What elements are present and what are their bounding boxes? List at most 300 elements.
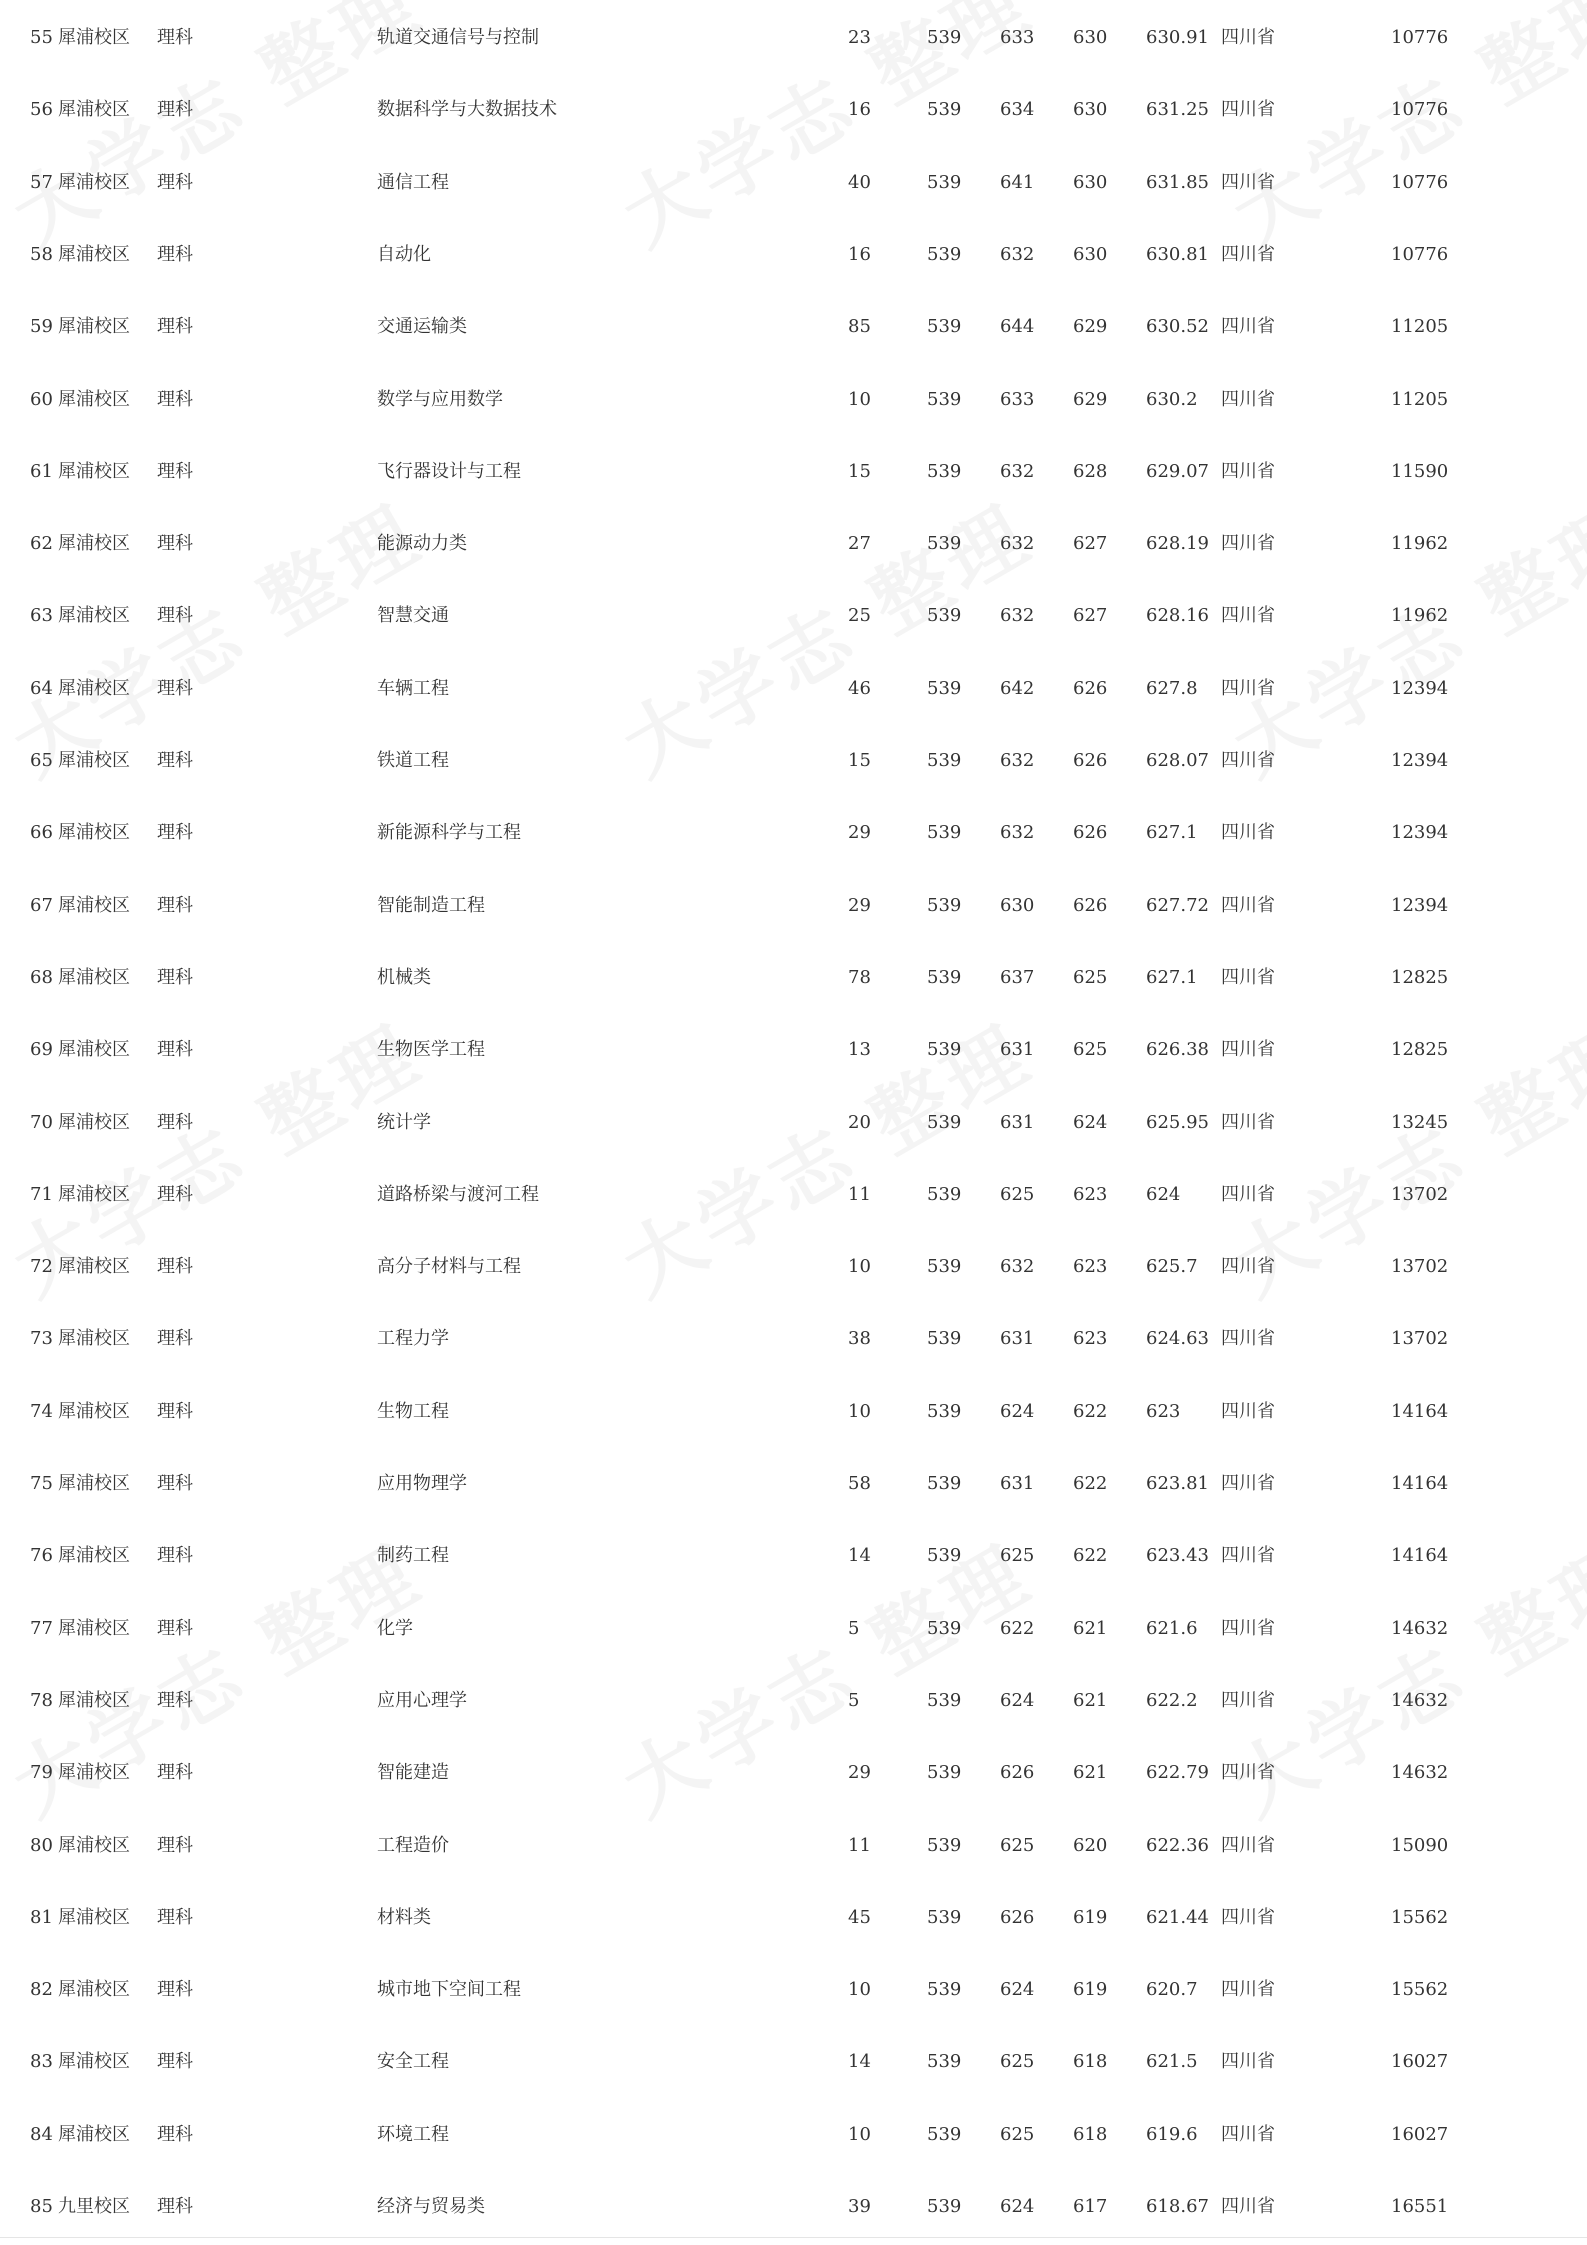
subject-type-cell: 理科 <box>157 1906 193 1928</box>
control-line-cell: 539 <box>927 750 962 771</box>
min-rank-cell: 12394 <box>1391 677 1449 699</box>
subject-type-cell: 理科 <box>157 605 193 627</box>
min-score-cell: 625 <box>1073 966 1108 988</box>
plan-count-cell: 11 <box>848 1834 871 1856</box>
min-score-cell: 623 <box>1073 1256 1108 1278</box>
plan-count-cell: 58 <box>848 1473 871 1494</box>
avg-score-cell: 626.38 <box>1146 1039 1209 1061</box>
min-score-cell: 627 <box>1073 605 1108 627</box>
campus-cell: 犀浦校区 <box>58 822 130 844</box>
row-index: 75 <box>30 1473 53 1494</box>
min-score-cell: 622 <box>1073 1400 1108 1422</box>
max-score-cell: 634 <box>1000 99 1035 121</box>
max-score-cell: 641 <box>1000 171 1035 193</box>
table-row <box>0 364 1587 436</box>
major-name-cell: 城市地下空间工程 <box>377 1979 521 2001</box>
control-line-cell: 539 <box>927 99 962 121</box>
max-score-cell: 632 <box>1000 605 1035 627</box>
min-rank-cell: 15090 <box>1391 1834 1449 1856</box>
min-rank-cell: 10776 <box>1391 27 1449 48</box>
table-row <box>0 1014 1587 1086</box>
min-rank-cell: 12394 <box>1391 822 1449 844</box>
major-name-cell: 应用心理学 <box>377 1689 467 1711</box>
min-score-cell: 621 <box>1073 1689 1108 1711</box>
province-cell: 四川省 <box>1221 27 1275 48</box>
min-score-cell: 625 <box>1073 1039 1108 1061</box>
campus-cell: 犀浦校区 <box>58 1328 130 1350</box>
subject-type-cell: 理科 <box>157 1400 193 1422</box>
control-line-cell: 539 <box>927 1762 962 1784</box>
table-row <box>0 1303 1587 1375</box>
control-line-cell: 539 <box>927 2123 962 2145</box>
subject-type-cell: 理科 <box>157 1256 193 1278</box>
row-index: 79 <box>30 1762 53 1784</box>
avg-score-cell: 629.07 <box>1146 460 1209 482</box>
min-score-cell: 623 <box>1073 1328 1108 1350</box>
table-row <box>0 147 1587 219</box>
control-line-cell: 539 <box>927 1834 962 1856</box>
campus-cell: 犀浦校区 <box>58 605 130 627</box>
campus-cell: 犀浦校区 <box>58 99 130 121</box>
province-cell: 四川省 <box>1221 2123 1275 2145</box>
campus-cell: 九里校区 <box>58 2196 130 2217</box>
avg-score-cell: 619.6 <box>1146 2123 1198 2145</box>
table-row <box>0 870 1587 942</box>
max-score-cell: 630 <box>1000 894 1035 916</box>
campus-cell: 犀浦校区 <box>58 171 130 193</box>
min-score-cell: 626 <box>1073 894 1108 916</box>
campus-cell: 犀浦校区 <box>58 1834 130 1856</box>
major-name-cell: 材料类 <box>377 1906 431 1928</box>
row-index: 85 <box>30 2196 53 2217</box>
province-cell: 四川省 <box>1221 1834 1275 1856</box>
plan-count-cell: 15 <box>848 460 871 482</box>
avg-score-cell: 623 <box>1146 1400 1181 1422</box>
table-row <box>0 1231 1587 1303</box>
plan-count-cell: 20 <box>848 1111 871 1133</box>
min-rank-cell: 13702 <box>1391 1256 1449 1278</box>
province-cell: 四川省 <box>1221 1183 1275 1205</box>
subject-type-cell: 理科 <box>157 243 193 265</box>
min-rank-cell: 13245 <box>1391 1111 1449 1133</box>
major-name-cell: 数据科学与大数据技术 <box>377 99 557 121</box>
table-row <box>0 1665 1587 1737</box>
control-line-cell: 539 <box>927 1039 962 1061</box>
min-score-cell: 621 <box>1073 1762 1108 1784</box>
campus-cell: 犀浦校区 <box>58 243 130 265</box>
row-index: 82 <box>30 1979 53 2001</box>
subject-type-cell: 理科 <box>157 1689 193 1711</box>
campus-cell: 犀浦校区 <box>58 1689 130 1711</box>
plan-count-cell: 10 <box>848 2123 871 2145</box>
campus-cell: 犀浦校区 <box>58 677 130 699</box>
min-score-cell: 630 <box>1073 171 1108 193</box>
control-line-cell: 539 <box>927 1545 962 1567</box>
plan-count-cell: 10 <box>848 1400 871 1422</box>
major-name-cell: 机械类 <box>377 966 431 988</box>
min-rank-cell: 11590 <box>1391 460 1449 482</box>
campus-cell: 犀浦校区 <box>58 388 130 410</box>
min-rank-cell: 10776 <box>1391 171 1449 193</box>
row-index: 70 <box>30 1111 53 1133</box>
max-score-cell: 625 <box>1000 1545 1035 1567</box>
major-name-cell: 工程造价 <box>377 1834 449 1856</box>
control-line-cell: 539 <box>927 2051 962 2073</box>
max-score-cell: 624 <box>1000 1689 1035 1711</box>
province-cell: 四川省 <box>1221 1328 1275 1350</box>
row-index: 74 <box>30 1400 53 1422</box>
table-row <box>0 219 1587 291</box>
max-score-cell: 642 <box>1000 677 1035 699</box>
campus-cell: 犀浦校区 <box>58 1762 130 1784</box>
avg-score-cell: 622.79 <box>1146 1762 1209 1784</box>
table-row <box>0 2171 1587 2243</box>
subject-type-cell: 理科 <box>157 894 193 916</box>
max-score-cell: 631 <box>1000 1328 1035 1350</box>
province-cell: 四川省 <box>1221 1400 1275 1422</box>
row-index: 69 <box>30 1039 53 1061</box>
plan-count-cell: 25 <box>848 605 871 627</box>
plan-count-cell: 16 <box>848 99 871 121</box>
province-cell: 四川省 <box>1221 1617 1275 1639</box>
table-row <box>0 797 1587 869</box>
subject-type-cell: 理科 <box>157 2051 193 2073</box>
row-index: 84 <box>30 2123 53 2145</box>
plan-count-cell: 14 <box>848 2051 871 2073</box>
avg-score-cell: 622.2 <box>1146 1689 1198 1711</box>
control-line-cell: 539 <box>927 822 962 844</box>
province-cell: 四川省 <box>1221 2051 1275 2073</box>
plan-count-cell: 29 <box>848 822 871 844</box>
major-name-cell: 统计学 <box>377 1111 431 1133</box>
row-index: 71 <box>30 1183 53 1205</box>
campus-cell: 犀浦校区 <box>58 1979 130 2001</box>
avg-score-cell: 624.63 <box>1146 1328 1209 1350</box>
campus-cell: 犀浦校区 <box>58 1906 130 1928</box>
row-index: 81 <box>30 1906 53 1928</box>
avg-score-cell: 621.5 <box>1146 2051 1198 2073</box>
control-line-cell: 539 <box>927 1906 962 1928</box>
table-row <box>0 1520 1587 1592</box>
control-line-cell: 539 <box>927 460 962 482</box>
plan-count-cell: 10 <box>848 388 871 410</box>
subject-type-cell: 理科 <box>157 171 193 193</box>
min-rank-cell: 14164 <box>1391 1545 1449 1567</box>
min-score-cell: 621 <box>1073 1617 1108 1639</box>
province-cell: 四川省 <box>1221 822 1275 844</box>
min-rank-cell: 16027 <box>1391 2051 1449 2073</box>
major-name-cell: 车辆工程 <box>377 677 449 699</box>
control-line-cell: 539 <box>927 1689 962 1711</box>
min-score-cell: 619 <box>1073 1979 1108 2001</box>
min-score-cell: 630 <box>1073 243 1108 265</box>
row-index: 76 <box>30 1545 53 1567</box>
min-score-cell: 624 <box>1073 1111 1108 1133</box>
major-name-cell: 生物工程 <box>377 1400 449 1422</box>
row-index: 62 <box>30 533 53 555</box>
row-index: 55 <box>30 27 53 48</box>
avg-score-cell: 627.1 <box>1146 966 1198 988</box>
row-index: 61 <box>30 460 53 482</box>
campus-cell: 犀浦校区 <box>58 27 130 48</box>
subject-type-cell: 理科 <box>157 1328 193 1350</box>
min-score-cell: 626 <box>1073 750 1108 771</box>
max-score-cell: 625 <box>1000 2123 1035 2145</box>
avg-score-cell: 630.2 <box>1146 388 1198 410</box>
subject-type-cell: 理科 <box>157 388 193 410</box>
max-score-cell: 637 <box>1000 966 1035 988</box>
avg-score-cell: 625.7 <box>1146 1256 1198 1278</box>
province-cell: 四川省 <box>1221 894 1275 916</box>
plan-count-cell: 5 <box>848 1689 860 1711</box>
max-score-cell: 626 <box>1000 1906 1035 1928</box>
subject-type-cell: 理科 <box>157 822 193 844</box>
plan-count-cell: 39 <box>848 2196 871 2217</box>
max-score-cell: 644 <box>1000 316 1035 338</box>
province-cell: 四川省 <box>1221 460 1275 482</box>
plan-count-cell: 45 <box>848 1906 871 1928</box>
avg-score-cell: 630.81 <box>1146 243 1209 265</box>
major-name-cell: 工程力学 <box>377 1328 449 1350</box>
plan-count-cell: 14 <box>848 1545 871 1567</box>
control-line-cell: 539 <box>927 677 962 699</box>
min-rank-cell: 11962 <box>1391 605 1449 627</box>
campus-cell: 犀浦校区 <box>58 750 130 771</box>
subject-type-cell: 理科 <box>157 1473 193 1494</box>
campus-cell: 犀浦校区 <box>58 1183 130 1205</box>
major-name-cell: 铁道工程 <box>377 750 449 771</box>
min-score-cell: 626 <box>1073 677 1108 699</box>
plan-count-cell: 5 <box>848 1617 860 1639</box>
max-score-cell: 622 <box>1000 1617 1035 1639</box>
plan-count-cell: 13 <box>848 1039 871 1061</box>
campus-cell: 犀浦校区 <box>58 460 130 482</box>
min-score-cell: 620 <box>1073 1834 1108 1856</box>
major-name-cell: 智能建造 <box>377 1762 449 1784</box>
province-cell: 四川省 <box>1221 171 1275 193</box>
max-score-cell: 625 <box>1000 1183 1035 1205</box>
control-line-cell: 539 <box>927 388 962 410</box>
row-index: 66 <box>30 822 53 844</box>
plan-count-cell: 11 <box>848 1183 871 1205</box>
avg-score-cell: 623.43 <box>1146 1545 1209 1567</box>
min-rank-cell: 11205 <box>1391 316 1449 338</box>
plan-count-cell: 23 <box>848 27 871 48</box>
min-rank-cell: 15562 <box>1391 1906 1449 1928</box>
province-cell: 四川省 <box>1221 388 1275 410</box>
table-row <box>0 1954 1587 2026</box>
row-index: 68 <box>30 966 53 988</box>
campus-cell: 犀浦校区 <box>58 2051 130 2073</box>
control-line-cell: 539 <box>927 316 962 338</box>
avg-score-cell: 624 <box>1146 1183 1181 1205</box>
subject-type-cell: 理科 <box>157 677 193 699</box>
province-cell: 四川省 <box>1221 1256 1275 1278</box>
table-row <box>0 2026 1587 2098</box>
subject-type-cell: 理科 <box>157 1039 193 1061</box>
min-rank-cell: 14632 <box>1391 1617 1449 1639</box>
max-score-cell: 626 <box>1000 1762 1035 1784</box>
row-index: 59 <box>30 316 53 338</box>
control-line-cell: 539 <box>927 1617 962 1639</box>
max-score-cell: 624 <box>1000 2196 1035 2217</box>
min-score-cell: 619 <box>1073 1906 1108 1928</box>
province-cell: 四川省 <box>1221 1111 1275 1133</box>
avg-score-cell: 620.7 <box>1146 1979 1198 2001</box>
table-row <box>0 291 1587 363</box>
avg-score-cell: 631.25 <box>1146 99 1209 121</box>
table-row <box>0 653 1587 725</box>
control-line-cell: 539 <box>927 605 962 627</box>
max-score-cell: 625 <box>1000 2051 1035 2073</box>
plan-count-cell: 27 <box>848 533 871 555</box>
avg-score-cell: 628.16 <box>1146 605 1209 627</box>
table-row <box>0 1810 1587 1882</box>
max-score-cell: 631 <box>1000 1111 1035 1133</box>
max-score-cell: 631 <box>1000 1473 1035 1494</box>
subject-type-cell: 理科 <box>157 533 193 555</box>
avg-score-cell: 621.6 <box>1146 1617 1198 1639</box>
major-name-cell: 智能制造工程 <box>377 894 485 916</box>
major-name-cell: 生物医学工程 <box>377 1039 485 1061</box>
campus-cell: 犀浦校区 <box>58 1545 130 1567</box>
major-name-cell: 飞行器设计与工程 <box>377 460 521 482</box>
row-index: 83 <box>30 2051 53 2073</box>
plan-count-cell: 10 <box>848 1979 871 2001</box>
min-score-cell: 629 <box>1073 388 1108 410</box>
table-row <box>0 436 1587 508</box>
min-score-cell: 627 <box>1073 533 1108 555</box>
plan-count-cell: 38 <box>848 1328 871 1350</box>
max-score-cell: 624 <box>1000 1979 1035 2001</box>
major-name-cell: 数学与应用数学 <box>377 388 503 410</box>
min-rank-cell: 16551 <box>1391 2196 1449 2217</box>
min-rank-cell: 11962 <box>1391 533 1449 555</box>
table-row <box>0 1448 1587 1520</box>
major-name-cell: 环境工程 <box>377 2123 449 2145</box>
campus-cell: 犀浦校区 <box>58 1400 130 1422</box>
table-row <box>0 725 1587 797</box>
min-rank-cell: 12394 <box>1391 894 1449 916</box>
table-row <box>0 1159 1587 1231</box>
plan-count-cell: 85 <box>848 316 871 338</box>
row-index: 80 <box>30 1834 53 1856</box>
control-line-cell: 539 <box>927 2196 962 2217</box>
row-index: 72 <box>30 1256 53 1278</box>
avg-score-cell: 622.36 <box>1146 1834 1209 1856</box>
province-cell: 四川省 <box>1221 966 1275 988</box>
avg-score-cell: 623.81 <box>1146 1473 1209 1494</box>
subject-type-cell: 理科 <box>157 1545 193 1567</box>
plan-count-cell: 16 <box>848 243 871 265</box>
min-score-cell: 622 <box>1073 1473 1108 1494</box>
province-cell: 四川省 <box>1221 1039 1275 1061</box>
plan-count-cell: 10 <box>848 1256 871 1278</box>
min-rank-cell: 10776 <box>1391 99 1449 121</box>
campus-cell: 犀浦校区 <box>58 1473 130 1494</box>
province-cell: 四川省 <box>1221 2196 1275 2217</box>
major-name-cell: 能源动力类 <box>377 533 467 555</box>
min-rank-cell: 14632 <box>1391 1762 1449 1784</box>
max-score-cell: 632 <box>1000 822 1035 844</box>
major-name-cell: 高分子材料与工程 <box>377 1256 521 1278</box>
max-score-cell: 633 <box>1000 27 1035 48</box>
subject-type-cell: 理科 <box>157 460 193 482</box>
province-cell: 四川省 <box>1221 605 1275 627</box>
min-rank-cell: 14164 <box>1391 1400 1449 1422</box>
avg-score-cell: 625.95 <box>1146 1111 1209 1133</box>
avg-score-cell: 631.85 <box>1146 171 1209 193</box>
subject-type-cell: 理科 <box>157 966 193 988</box>
max-score-cell: 632 <box>1000 1256 1035 1278</box>
province-cell: 四川省 <box>1221 1545 1275 1567</box>
subject-type-cell: 理科 <box>157 1834 193 1856</box>
subject-type-cell: 理科 <box>157 1617 193 1639</box>
row-index: 65 <box>30 750 53 771</box>
province-cell: 四川省 <box>1221 750 1275 771</box>
table-row <box>0 1593 1587 1665</box>
subject-type-cell: 理科 <box>157 99 193 121</box>
plan-count-cell: 29 <box>848 1762 871 1784</box>
row-index: 58 <box>30 243 53 265</box>
major-name-cell: 化学 <box>377 1617 413 1639</box>
row-index: 78 <box>30 1689 53 1711</box>
province-cell: 四川省 <box>1221 316 1275 338</box>
avg-score-cell: 627.8 <box>1146 677 1198 699</box>
control-line-cell: 539 <box>927 966 962 988</box>
min-rank-cell: 16027 <box>1391 2123 1449 2145</box>
max-score-cell: 632 <box>1000 533 1035 555</box>
plan-count-cell: 40 <box>848 171 871 193</box>
campus-cell: 犀浦校区 <box>58 1617 130 1639</box>
campus-cell: 犀浦校区 <box>58 533 130 555</box>
province-cell: 四川省 <box>1221 1689 1275 1711</box>
min-rank-cell: 11205 <box>1391 388 1449 410</box>
plan-count-cell: 78 <box>848 966 871 988</box>
min-score-cell: 622 <box>1073 1545 1108 1567</box>
row-index: 57 <box>30 171 53 193</box>
major-name-cell: 通信工程 <box>377 171 449 193</box>
max-score-cell: 632 <box>1000 243 1035 265</box>
control-line-cell: 539 <box>927 894 962 916</box>
min-rank-cell: 12825 <box>1391 1039 1449 1061</box>
subject-type-cell: 理科 <box>157 1183 193 1205</box>
row-index: 63 <box>30 605 53 627</box>
control-line-cell: 539 <box>927 1400 962 1422</box>
province-cell: 四川省 <box>1221 1473 1275 1494</box>
max-score-cell: 632 <box>1000 750 1035 771</box>
province-cell: 四川省 <box>1221 99 1275 121</box>
avg-score-cell: 630.91 <box>1146 27 1209 48</box>
row-index: 60 <box>30 388 53 410</box>
table-row <box>0 74 1587 146</box>
subject-type-cell: 理科 <box>157 750 193 771</box>
province-cell: 四川省 <box>1221 677 1275 699</box>
min-score-cell: 626 <box>1073 822 1108 844</box>
control-line-cell: 539 <box>927 243 962 265</box>
campus-cell: 犀浦校区 <box>58 894 130 916</box>
avg-score-cell: 627.1 <box>1146 822 1198 844</box>
min-rank-cell: 14164 <box>1391 1473 1449 1494</box>
min-rank-cell: 14632 <box>1391 1689 1449 1711</box>
row-index: 64 <box>30 677 53 699</box>
province-cell: 四川省 <box>1221 1979 1275 2001</box>
subject-type-cell: 理科 <box>157 1979 193 2001</box>
major-name-cell: 道路桥梁与渡河工程 <box>377 1183 539 1205</box>
subject-type-cell: 理科 <box>157 2123 193 2145</box>
control-line-cell: 539 <box>927 533 962 555</box>
min-score-cell: 618 <box>1073 2051 1108 2073</box>
